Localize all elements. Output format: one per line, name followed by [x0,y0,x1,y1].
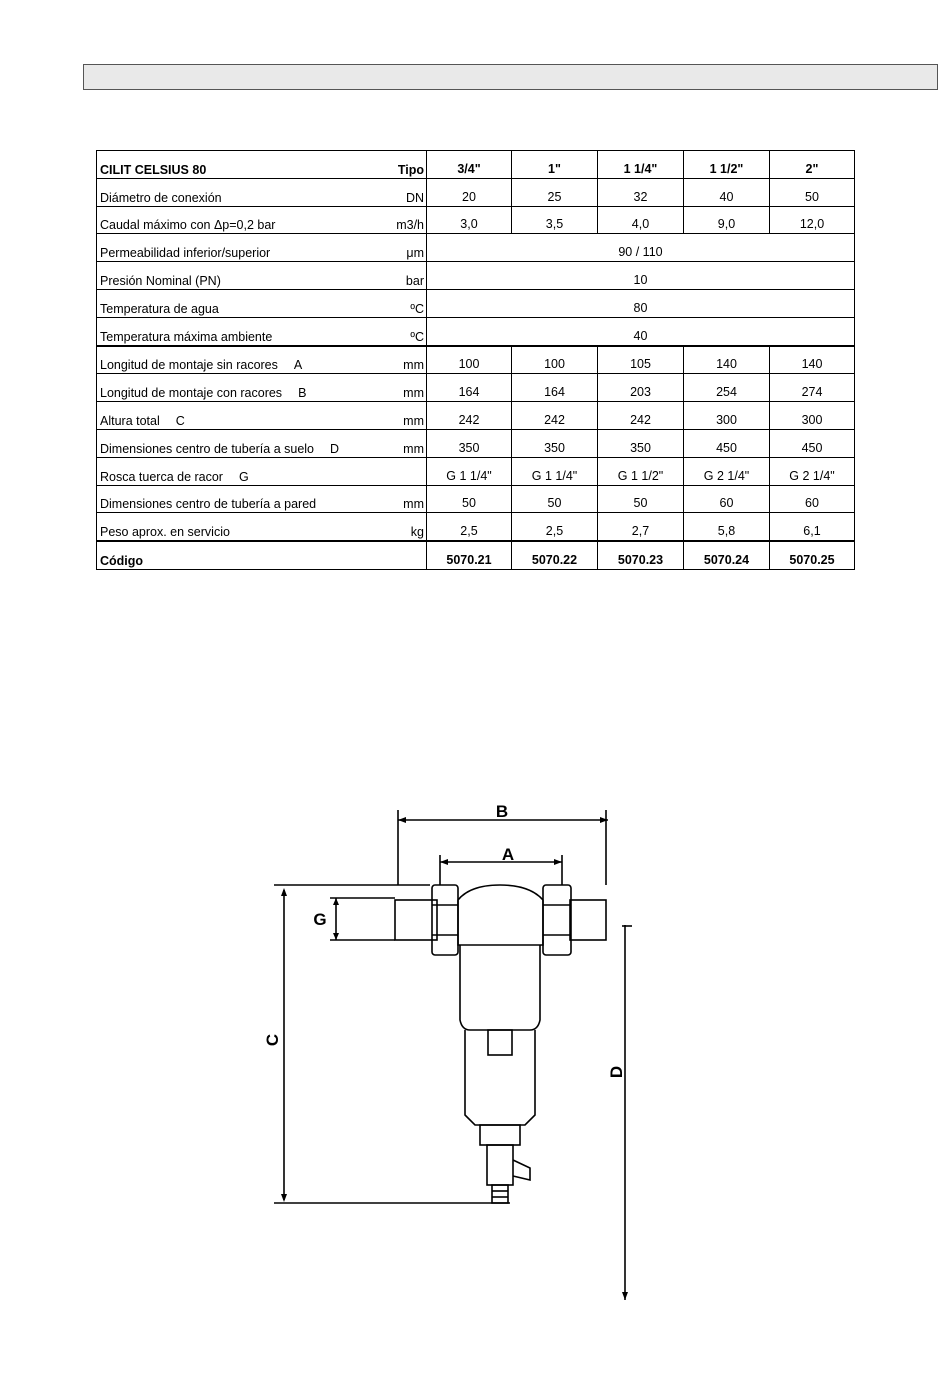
table-cell: G 2 1/4" [770,457,855,485]
row-dimension-letter: C [175,413,185,428]
table-row [97,206,855,234]
table-row [97,346,855,374]
table-cell: 300 [770,402,855,430]
row-label-cell [97,178,427,206]
table-cell: G 1 1/2" [598,457,684,485]
table-cell: 40 [684,178,770,206]
table-row [97,178,855,206]
table-cell: 9,0 [684,206,770,234]
table-cell: 164 [512,374,598,402]
row-label: Dimensiones centro de tubería a suelo [100,441,315,456]
table-cell: 350 [512,429,598,457]
table-row [97,485,855,513]
table-cell: 5070.23 [598,541,684,569]
row-label-cell [97,429,427,457]
table-cell: 3,0 [427,206,512,234]
row-unit: Tipo [397,162,424,177]
table-row [97,234,855,262]
table-cell-span: 80 [427,289,855,317]
row-label-cell [97,151,427,179]
table-cell: 6,1 [770,513,855,541]
row-label: CILIT CELSIUS 80 [100,162,207,177]
table-cell: 5070.25 [770,541,855,569]
row-unit: m3/h [396,218,424,233]
table-cell: 100 [427,346,512,374]
table-cell: 50 [598,485,684,513]
table-cell-span: 90 / 110 [427,234,855,262]
row-dimension-letter: B [298,386,307,401]
table-cell: 2,5 [427,513,512,541]
row-unit: ºC [410,301,424,316]
table-row [97,289,855,317]
row-label-cell [97,289,427,317]
row-dimension-letter: D [330,441,340,456]
row-unit: mm [403,441,424,456]
row-label-cell [97,346,427,374]
table-cell: 5070.24 [684,541,770,569]
row-label: Longitud de montaje con racores [100,386,283,401]
table-cell: 32 [598,178,684,206]
filter-dimension-drawing [260,795,660,1305]
table-cell: G 2 1/4" [684,457,770,485]
row-unit: DN [405,190,424,205]
row-label: Peso aprox. en servicio [100,525,230,540]
row-unit: mm [403,358,424,373]
row-label-cell [97,513,427,541]
label-b: B [495,802,509,821]
row-label: Altura total [100,413,160,428]
table-cell: 5070.22 [512,541,598,569]
table-row [97,429,855,457]
table-cell: 5,8 [684,513,770,541]
table-header-row [97,151,855,179]
table-cell-span: 10 [427,262,855,290]
table-cell: 20 [427,178,512,206]
row-unit: ºC [410,329,424,344]
table-cell: 242 [598,402,684,430]
label-g: G [313,910,327,929]
row-dimension-letter: G [238,469,249,484]
table-cell: 450 [770,429,855,457]
table-row [97,317,855,345]
table-cell: 50 [770,178,855,206]
label-d: D [607,1065,626,1079]
table-cell: 140 [770,346,855,374]
table-cell: 25 [512,178,598,206]
table-cell: 274 [770,374,855,402]
row-label-cell [97,317,427,345]
table-cell: 242 [427,402,512,430]
row-label-cell [97,262,427,290]
table-row [97,402,855,430]
table-cell: 60 [770,485,855,513]
table-cell: 300 [684,402,770,430]
row-label: Rosca tuerca de racor [100,469,223,484]
row-unit: bar [405,273,424,288]
table-row [97,262,855,290]
table-cell: 2,5 [512,513,598,541]
table-cell: 60 [684,485,770,513]
row-label-cell [97,402,427,430]
table-cell: 203 [598,374,684,402]
table-row [97,513,855,541]
row-unit: mm [403,497,424,512]
row-label: Permeabilidad inferior/superior [100,246,271,261]
table-cell: 105 [598,346,684,374]
table-cell: 100 [512,346,598,374]
table-cell: G 1 1/4" [427,457,512,485]
table-cell: 50 [512,485,598,513]
table-cell: 4,0 [598,206,684,234]
table-cell: 350 [598,429,684,457]
row-label: Caudal máximo con Δp=0,2 bar [100,218,276,233]
table-cell: 2,7 [598,513,684,541]
row-unit: kg [410,525,424,540]
table-cell: 50 [427,485,512,513]
row-label-cell [97,541,427,569]
table-cell: 1 1/4" [598,151,684,179]
header-bar [83,64,938,90]
row-label: Longitud de montaje sin racores [100,358,278,373]
table-cell: 242 [512,402,598,430]
label-c: C [263,1033,282,1047]
row-label-cell [97,206,427,234]
row-unit: mm [403,386,424,401]
row-label: Dimensiones centro de tubería a pared [100,497,317,512]
row-label-cell [97,457,427,485]
table-cell: 1" [512,151,598,179]
row-label: Presión Nominal (PN) [100,273,221,288]
row-unit: μm [406,246,424,261]
table-cell: 350 [427,429,512,457]
row-label: Temperatura máxima ambiente [100,329,273,344]
table-cell: 5070.21 [427,541,512,569]
row-label-cell [97,485,427,513]
row-label-cell [97,234,427,262]
table-row [97,457,855,485]
table-cell: 3/4" [427,151,512,179]
table-cell: 450 [684,429,770,457]
table-cell-span: 40 [427,317,855,345]
row-label: Código [100,553,144,568]
row-unit: mm [403,413,424,428]
row-dimension-letter: A [293,358,303,373]
table-cell: 2" [770,151,855,179]
table-cell: 1 1/2" [684,151,770,179]
table-cell: 140 [684,346,770,374]
table-cell: 254 [684,374,770,402]
table-cell: 164 [427,374,512,402]
table-row [97,374,855,402]
table-cell: 3,5 [512,206,598,234]
row-label: Temperatura de agua [100,301,219,316]
row-label-cell [97,374,427,402]
spec-table [96,150,855,570]
row-label: Diámetro de conexión [100,190,222,205]
table-code-row [97,541,855,569]
table-cell: 12,0 [770,206,855,234]
table-cell: G 1 1/4" [512,457,598,485]
label-a: A [501,845,515,864]
